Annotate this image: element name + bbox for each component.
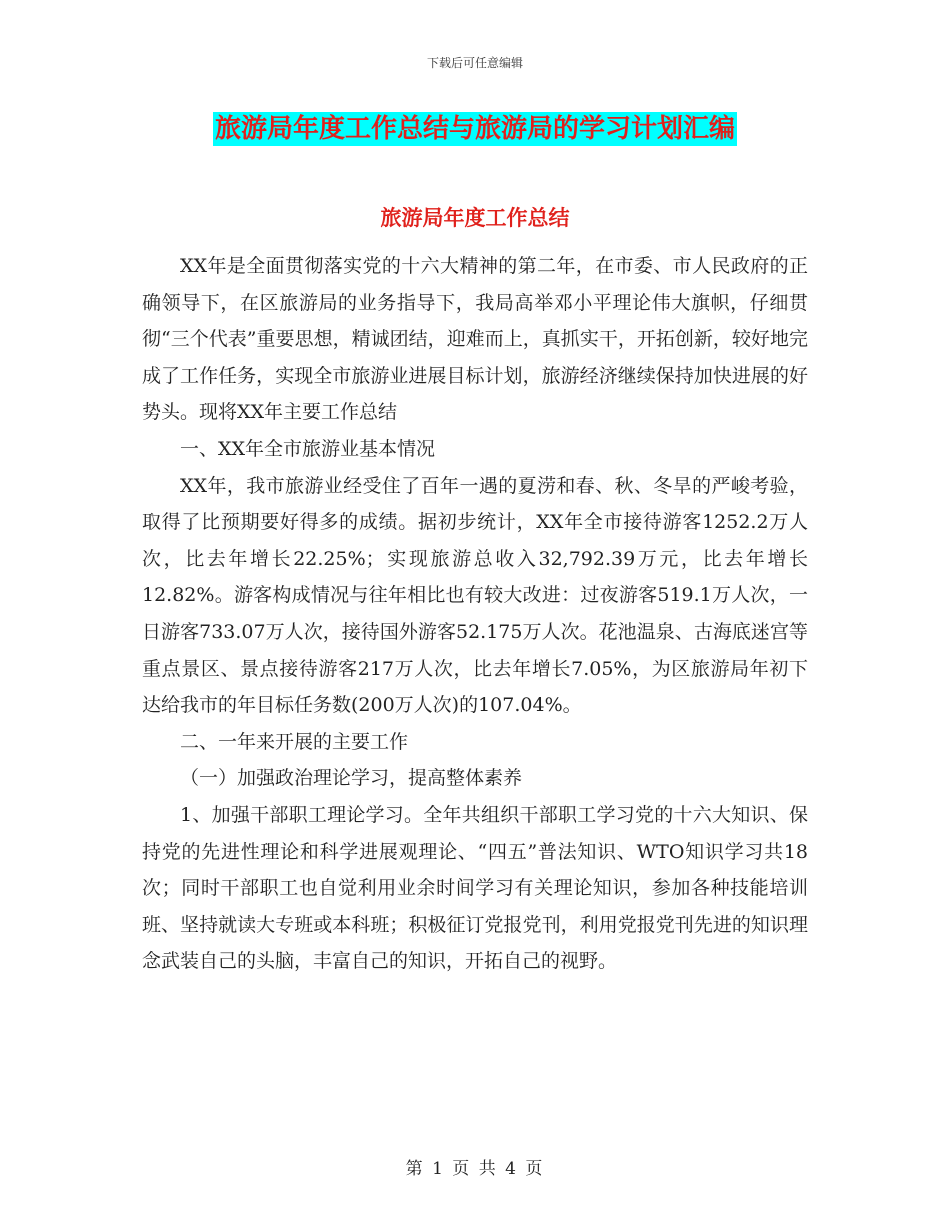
document-body [142,248,808,980]
heading-section-2: 二、一年来开展的主要工作 [180,730,409,753]
page-number-footer: 第 1 页 共 4 页 [405,1159,545,1179]
document-title: 旅游局年度工作总结与旅游局的学习计划汇编 [214,114,735,144]
section-title: 旅游局年度工作总结 [380,206,570,230]
paragraph-study: 1、加强干部职工理论学习。全年共组织干部职工学习党的十六大知识、保持党的先进性理论和科学进展观理论、“四五”普法知识、WTO知识学习共18次；同时干部职工也自觉利用业余时间学习有关理论知识，参加各种技能培训班、坚持就读大专班或本科班；积极征订党报党刊，利用党报党刊先进的知识理念武装自己的头脑，丰富自己的知识，开拓自己的视野。 [142,803,808,973]
paragraph-tourism-stats: XX年，我市旅游业经受住了百年一遇的夏涝和春、秋、冬旱的严峻考验，取得了比预期要好得多的成绩。据初步统计，XX年全市接待游客1252.2万人次，比去年增长22.25%；实现旅游总收入32,792.39万元，比去年增长12.82%。游客构成情况与往年相比也有较大改进：过夜游客519.1万人次，一日游客733.07万人次，接待国外游客52.175万人次。花池温泉、古海底迷宫等重点景区、景点接待游客217万人次，比去年增长7.05%，为区旅游局年初下达给我市的年目标任务数(200万人次)的107.04%。 [142,474,808,717]
page-header-note: 下载后可任意编辑 [426,56,523,70]
heading-subsection-1: （一）加强政治理论学习，提高整体素养 [180,767,523,790]
paragraph-intro: XX年是全面贯彻落实党的十六大精神的第二年，在市委、市人民政府的正确领导下，在区旅游局的业务指导下，我局高举邓小平理论伟大旗帜，仔细贯彻“三个代表”重要思想，精诚团结，迎难而上，真抓实干，开拓创新，较好地完成了工作任务，实现全市旅游业进展目标计划，旅游经济继续保持加快进展的好势头。现将XX年主要工作总结 [142,255,808,424]
heading-section-1: 一、XX年全市旅游业基本情况 [180,437,436,460]
main-title-container [0,112,950,146]
